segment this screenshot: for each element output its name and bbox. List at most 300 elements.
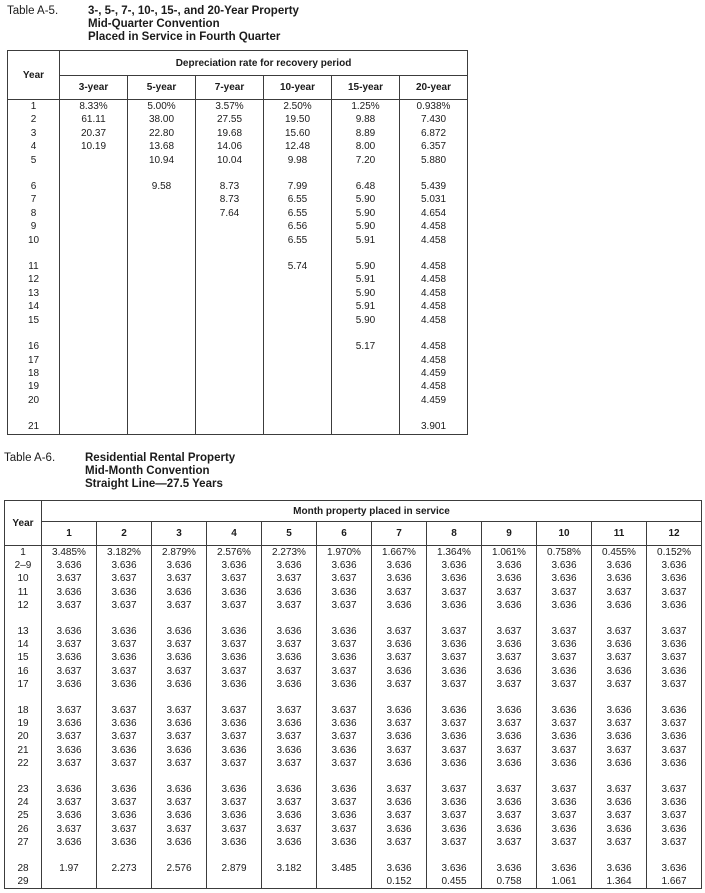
rate-cell: 3.637 (537, 744, 592, 757)
year-cell: 24 (17, 797, 29, 809)
table-row (8, 193, 468, 206)
rate-cell: 3.636 (537, 638, 592, 651)
rate-cell: 1.97 (42, 862, 97, 875)
rate-cell (128, 380, 196, 393)
rate-cell (128, 367, 196, 380)
column-header: 11 (592, 522, 647, 546)
table-row (5, 875, 702, 889)
rate-cell: 3.636 (482, 823, 537, 836)
rate-cell: 22.80 (128, 127, 196, 140)
rate-cell (264, 300, 332, 313)
rate-cell: 3.636 (207, 836, 262, 849)
rate-cell: 3.636 (592, 730, 647, 743)
group-separator-row (8, 327, 468, 340)
empty-cell (482, 770, 537, 783)
rate-cell: 4.458 (400, 314, 468, 327)
rate-cell: 5.90 (332, 220, 400, 233)
rate-cell: 4.654 (400, 207, 468, 220)
rate-cell: 3.637 (262, 757, 317, 770)
rate-cell: 3.636 (42, 717, 97, 730)
year-cell: 17 (17, 678, 29, 690)
year-cell: 20 (17, 731, 29, 743)
empty-cell (207, 849, 262, 862)
year-cell: 22 (17, 757, 29, 769)
year-cell: 11 (17, 586, 29, 598)
rate-cell: 3.636 (592, 757, 647, 770)
rate-cell: 3.636 (427, 862, 482, 875)
rate-cell: 3.636 (42, 809, 97, 822)
rate-cell: 3.636 (317, 651, 372, 664)
rate-cell (332, 420, 400, 434)
rate-cell: 3.637 (262, 638, 317, 651)
rate-cell: 3.637 (262, 665, 317, 678)
rate-cell: 3.637 (317, 796, 372, 809)
rate-cell: 3.636 (372, 862, 427, 875)
rate-cell (264, 420, 332, 434)
year-cell: 12 (27, 274, 40, 286)
rate-cell: 3.637 (427, 625, 482, 638)
rate-cell (196, 273, 264, 286)
empty-cell (262, 612, 317, 625)
rate-cell: 3.636 (42, 783, 97, 796)
table-row (5, 704, 702, 717)
rate-cell: 3.637 (647, 625, 702, 638)
rate-cell: 3.637 (647, 836, 702, 849)
empty-cell (647, 770, 702, 783)
empty-cell (647, 612, 702, 625)
table-row (8, 260, 468, 273)
column-header: 8 (427, 522, 482, 546)
column-header: 9 (482, 522, 537, 546)
rate-cell: 3.637 (482, 809, 537, 822)
column-group-header: Depreciation rate for recovery period (60, 51, 468, 76)
year-cell: 18 (27, 367, 40, 379)
year-cell: 20 (27, 394, 40, 406)
table-a6-title-line-1: Residential Rental Property (85, 452, 236, 464)
rate-cell: 5.90 (332, 314, 400, 327)
year-cell: 16 (27, 341, 40, 353)
rate-cell: 3.57% (196, 100, 264, 114)
year-cell: 28 (17, 863, 29, 875)
rate-cell: 0.152 (372, 875, 427, 889)
rate-cell: 3.637 (152, 599, 207, 612)
rate-cell: 3.636 (482, 638, 537, 651)
table-row (5, 559, 702, 572)
rate-cell: 3.636 (207, 586, 262, 599)
rate-cell: 3.637 (152, 572, 207, 585)
rate-cell: 3.636 (97, 783, 152, 796)
rate-cell: 3.636 (427, 638, 482, 651)
rate-cell: 3.636 (537, 862, 592, 875)
rate-cell: 3.637 (262, 730, 317, 743)
rate-cell: 7.430 (400, 113, 468, 126)
empty-cell (317, 770, 372, 783)
rate-cell: 3.636 (152, 809, 207, 822)
rate-cell (60, 380, 128, 393)
table-a5-title-line-3: Placed in Service in Fourth Quarter (88, 31, 281, 43)
rate-cell (128, 300, 196, 313)
rate-cell: 1.667 (647, 875, 702, 889)
empty-cell (8, 247, 60, 260)
rate-cell: 3.636 (537, 730, 592, 743)
rate-cell: 3.637 (482, 586, 537, 599)
rate-cell: 3.636 (372, 730, 427, 743)
rate-cell: 3.636 (97, 586, 152, 599)
rate-cell: 2.50% (264, 100, 332, 114)
rate-cell (196, 314, 264, 327)
rate-cell: 8.73 (196, 193, 264, 206)
empty-cell (592, 770, 647, 783)
rate-cell: 15.60 (264, 127, 332, 140)
rate-cell: 3.636 (262, 559, 317, 572)
column-header: 4 (207, 522, 262, 546)
table-row (5, 599, 702, 612)
rate-cell: 3.636 (262, 678, 317, 691)
rate-cell (262, 875, 317, 889)
rate-cell: 3.636 (317, 717, 372, 730)
year-cell: 2 (30, 114, 37, 126)
year-cell: 13 (17, 626, 29, 638)
empty-cell (264, 167, 332, 180)
table-row (5, 836, 702, 849)
rate-cell: 0.455 (427, 875, 482, 889)
rate-cell: 13.68 (128, 140, 196, 153)
rate-cell: 4.458 (400, 234, 468, 247)
rate-cell: 3.637 (42, 823, 97, 836)
table-a6-label: Table A-6. (4, 452, 56, 464)
rate-cell: 3.637 (372, 651, 427, 664)
rate-cell (196, 300, 264, 313)
rate-cell: 3.485 (317, 862, 372, 875)
rate-cell: 3.637 (537, 678, 592, 691)
rate-cell: 7.99 (264, 180, 332, 193)
rate-cell: 3.636 (647, 638, 702, 651)
rate-cell: 3.637 (537, 625, 592, 638)
table-a5-title-line-2: Mid-Quarter Convention (88, 18, 220, 30)
rate-cell: 3.636 (592, 823, 647, 836)
rate-cell (128, 193, 196, 206)
table-a5-title (7, 5, 468, 44)
group-separator-row (8, 247, 468, 260)
rate-cell: 3.637 (427, 678, 482, 691)
empty-cell (5, 691, 42, 704)
rate-cell: 3.637 (97, 823, 152, 836)
empty-cell (264, 327, 332, 340)
year-cell: 14 (27, 301, 40, 313)
rate-cell: 3.636 (97, 651, 152, 664)
rate-cell (128, 420, 196, 434)
rate-cell: 3.182% (97, 546, 152, 560)
rate-cell (60, 367, 128, 380)
rate-cell: 3.637 (647, 744, 702, 757)
rate-cell: 3.636 (482, 559, 537, 572)
rate-cell: 5.031 (400, 193, 468, 206)
rate-cell: 5.91 (332, 273, 400, 286)
year-cell: 25 (17, 810, 29, 822)
rate-cell: 3.637 (97, 730, 152, 743)
rate-cell: 3.637 (97, 704, 152, 717)
table-row (5, 862, 702, 875)
year-cell: 8 (30, 207, 37, 219)
rate-cell: 3.182 (262, 862, 317, 875)
empty-cell (8, 327, 60, 340)
empty-cell (8, 167, 60, 180)
rate-cell (128, 340, 196, 353)
rate-cell: 3.637 (152, 704, 207, 717)
table-row (8, 207, 468, 220)
rate-cell (60, 273, 128, 286)
rate-cell: 3.637 (427, 586, 482, 599)
rate-cell: 3.636 (317, 809, 372, 822)
empty-cell (647, 691, 702, 704)
rate-cell: 6.55 (264, 234, 332, 247)
empty-cell (42, 691, 97, 704)
rate-cell: 3.636 (317, 559, 372, 572)
year-cell: 16 (17, 665, 29, 677)
empty-cell (97, 691, 152, 704)
rate-cell: 3.637 (592, 809, 647, 822)
table-row (5, 757, 702, 770)
rate-cell: 5.880 (400, 154, 468, 167)
rate-cell: 27.55 (196, 113, 264, 126)
rate-cell: 3.637 (482, 783, 537, 796)
rate-cell: 3.636 (372, 638, 427, 651)
table-row (8, 380, 468, 393)
rate-cell: 3.637 (42, 730, 97, 743)
rate-cell: 4.458 (400, 380, 468, 393)
rate-cell: 3.636 (317, 744, 372, 757)
empty-cell (60, 247, 128, 260)
rate-cell: 5.91 (332, 234, 400, 247)
rate-cell: 3.636 (207, 651, 262, 664)
rate-cell: 3.637 (207, 823, 262, 836)
empty-cell (196, 247, 264, 260)
rate-cell: 3.636 (647, 599, 702, 612)
year-cell: 21 (17, 744, 29, 756)
rate-cell: 6.55 (264, 193, 332, 206)
empty-cell (400, 327, 468, 340)
empty-cell (97, 770, 152, 783)
rate-cell (264, 380, 332, 393)
rate-cell: 3.637 (97, 796, 152, 809)
rate-cell: 3.636 (262, 783, 317, 796)
rate-cell: 6.55 (264, 207, 332, 220)
rate-cell: 2.879 (207, 862, 262, 875)
table-row (5, 796, 702, 809)
rate-cell: 3.636 (152, 717, 207, 730)
rate-cell: 3.636 (42, 625, 97, 638)
rate-cell (196, 380, 264, 393)
table-row (8, 234, 468, 247)
rate-cell: 3.636 (592, 704, 647, 717)
rate-cell: 3.637 (537, 836, 592, 849)
rate-cell (332, 354, 400, 367)
rate-cell: 3.636 (152, 625, 207, 638)
rate-cell: 3.636 (592, 665, 647, 678)
rate-cell: 3.636 (97, 559, 152, 572)
rate-cell: 5.17 (332, 340, 400, 353)
column-header: 5-year (128, 76, 196, 100)
rate-cell: 3.636 (537, 796, 592, 809)
rate-cell: 4.458 (400, 300, 468, 313)
rate-cell: 1.061% (482, 546, 537, 560)
column-header: 1 (42, 522, 97, 546)
rate-cell: 3.636 (647, 665, 702, 678)
rate-cell: 3.637 (317, 757, 372, 770)
rate-cell: 0.938% (400, 100, 468, 114)
year-cell: 23 (17, 784, 29, 796)
rate-cell: 3.636 (207, 559, 262, 572)
rate-cell: 5.90 (332, 260, 400, 273)
rate-cell (196, 420, 264, 434)
rate-cell: 3.636 (152, 783, 207, 796)
rate-cell: 3.637 (647, 783, 702, 796)
rate-cell (152, 875, 207, 889)
rate-cell (60, 220, 128, 233)
column-header: 3-year (60, 76, 128, 100)
empty-cell (537, 691, 592, 704)
rate-cell: 2.576% (207, 546, 262, 560)
table-a5-heading (88, 5, 299, 44)
rate-cell: 20.37 (60, 127, 128, 140)
year-cell: 9 (30, 221, 37, 233)
rate-cell: 3.636 (372, 599, 427, 612)
rate-cell: 3.637 (262, 823, 317, 836)
rate-cell: 4.459 (400, 394, 468, 407)
rate-cell: 3.636 (317, 678, 372, 691)
rate-cell: 3.637 (482, 678, 537, 691)
rate-cell: 3.636 (42, 586, 97, 599)
rate-cell: 3.636 (97, 717, 152, 730)
column-header: 12 (647, 522, 702, 546)
empty-cell (427, 849, 482, 862)
rate-cell: 3.636 (207, 717, 262, 730)
rate-cell: 7.20 (332, 154, 400, 167)
empty-cell (332, 327, 400, 340)
rate-cell: 3.637 (317, 572, 372, 585)
group-separator-row (5, 770, 702, 783)
rate-cell: 10.19 (60, 140, 128, 153)
rate-cell: 3.637 (537, 783, 592, 796)
rate-cell: 3.636 (592, 572, 647, 585)
table-row (8, 180, 468, 193)
rate-cell: 0.455% (592, 546, 647, 560)
rate-cell: 7.64 (196, 207, 264, 220)
rate-cell (332, 394, 400, 407)
rate-cell: 3.636 (152, 586, 207, 599)
table-row (5, 744, 702, 757)
year-cell: 12 (17, 599, 29, 611)
rate-cell: 3.637 (97, 638, 152, 651)
rate-cell: 1.970% (317, 546, 372, 560)
rate-cell: 3.637 (372, 717, 427, 730)
rate-cell: 8.89 (332, 127, 400, 140)
group-separator-row (8, 167, 468, 180)
rate-cell: 3.636 (482, 730, 537, 743)
empty-cell (592, 849, 647, 862)
rate-cell: 3.636 (427, 730, 482, 743)
rate-cell (60, 287, 128, 300)
group-separator-row (5, 612, 702, 625)
rate-cell: 3.637 (592, 678, 647, 691)
rate-cell: 0.152% (647, 546, 702, 560)
table-a6-title-line-3: Straight Line—27.5 Years (85, 478, 223, 490)
group-separator-row (8, 407, 468, 420)
rate-cell: 3.637 (262, 599, 317, 612)
rate-cell: 3.636 (537, 823, 592, 836)
rate-cell: 4.458 (400, 220, 468, 233)
empty-cell (482, 849, 537, 862)
empty-cell (264, 407, 332, 420)
rate-cell: 3.637 (42, 572, 97, 585)
year-cell: 10 (27, 234, 40, 246)
rate-cell: 3.636 (372, 665, 427, 678)
rate-cell: 3.636 (42, 678, 97, 691)
rate-cell: 3.637 (592, 783, 647, 796)
table-row (5, 783, 702, 796)
empty-cell (592, 691, 647, 704)
year-cell: 27 (17, 836, 29, 848)
depreciation-table-a6 (4, 500, 702, 889)
column-header: 10-year (264, 76, 332, 100)
rate-cell: 3.637 (42, 638, 97, 651)
empty-cell (647, 849, 702, 862)
rate-cell: 5.90 (332, 207, 400, 220)
rate-cell: 3.636 (592, 599, 647, 612)
year-cell: 10 (17, 573, 29, 585)
rate-cell: 3.636 (537, 559, 592, 572)
column-header: 6 (317, 522, 372, 546)
rate-cell: 3.637 (207, 730, 262, 743)
rate-cell: 3.636 (427, 559, 482, 572)
rate-cell: 3.637 (647, 678, 702, 691)
rate-cell (97, 875, 152, 889)
table-a6-section (4, 452, 702, 889)
rate-cell: 4.459 (400, 367, 468, 380)
year-cell: 15 (17, 652, 29, 664)
empty-cell (207, 612, 262, 625)
empty-cell (60, 327, 128, 340)
rate-cell (128, 273, 196, 286)
rate-cell (264, 354, 332, 367)
rate-cell: 6.872 (400, 127, 468, 140)
rate-cell: 14.06 (196, 140, 264, 153)
empty-cell (317, 849, 372, 862)
rate-cell: 3.636 (592, 862, 647, 875)
empty-cell (262, 691, 317, 704)
rate-cell (128, 220, 196, 233)
rate-cell: 19.50 (264, 113, 332, 126)
empty-cell (400, 247, 468, 260)
empty-cell (97, 612, 152, 625)
rate-cell: 3.637 (152, 796, 207, 809)
rate-cell: 3.636 (647, 559, 702, 572)
table-row (5, 717, 702, 730)
rate-cell: 3.637 (372, 678, 427, 691)
column-header: 5 (262, 522, 317, 546)
table-row (8, 300, 468, 313)
rate-cell: 3.636 (372, 572, 427, 585)
year-column-header: Year (8, 51, 60, 100)
rate-cell: 3.636 (262, 625, 317, 638)
rate-cell: 3.636 (427, 665, 482, 678)
year-cell: 21 (27, 421, 40, 433)
table-row (5, 665, 702, 678)
rate-cell (60, 207, 128, 220)
rate-cell: 3.637 (317, 823, 372, 836)
group-separator-row (5, 849, 702, 862)
rate-cell (332, 367, 400, 380)
